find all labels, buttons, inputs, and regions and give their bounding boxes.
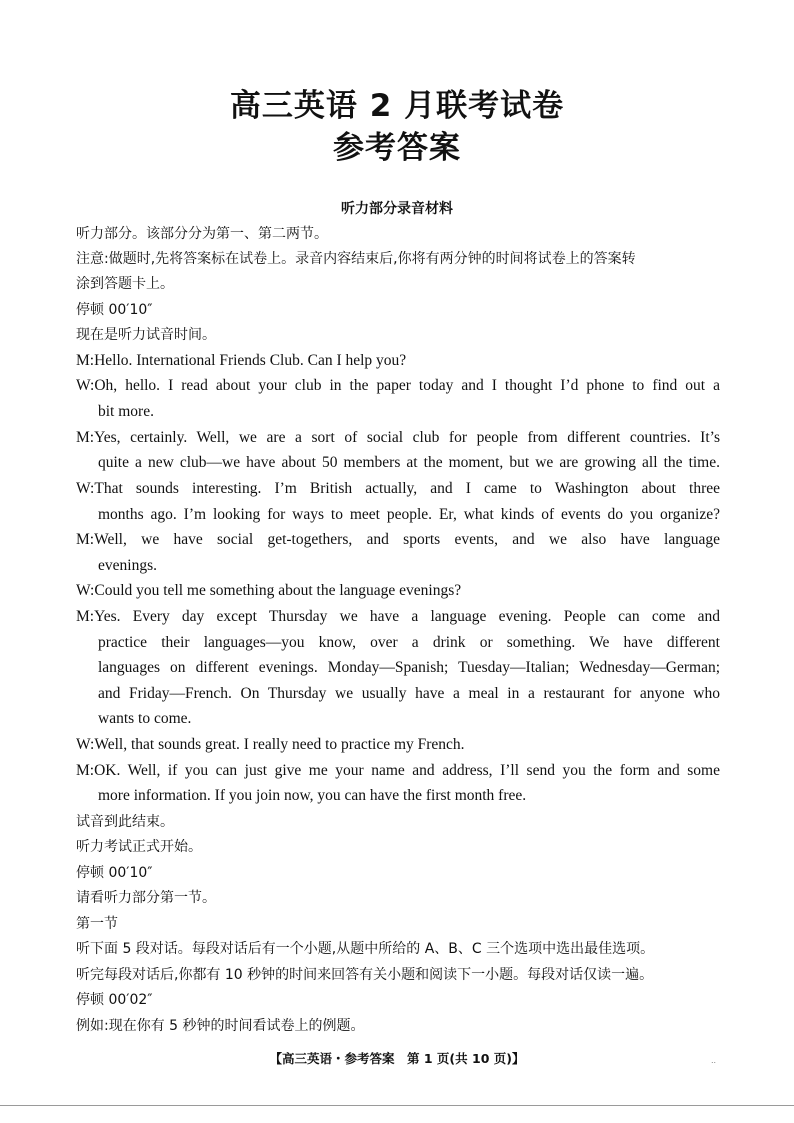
- dialogue-line: months ago. I’m looking for ways to meet people. Er, what kinds of events do you organize?: [98, 506, 720, 523]
- text-line: 注意:做题时,先将答案标在试卷上。录音内容结束后,你将有两分钟的时间将试卷上的答案转: [76, 251, 636, 267]
- dialogue-line: practice their languages—you know, over a drink or something. We have different: [98, 634, 720, 651]
- text-line: 第一节: [76, 916, 118, 932]
- dialogue-line: and Friday—French. On Thursday we usually have a meal in a restaurant for anyone who: [98, 685, 720, 702]
- text-line: 停顿 00′10″: [76, 865, 153, 881]
- text-line: 停顿 00′02″: [76, 992, 153, 1008]
- section-heading: 听力部分录音材料: [341, 201, 453, 217]
- dialogue-line: W:Could you tell me something about the language evenings?: [76, 582, 462, 599]
- text-line: 例如:现在你有 5 秒钟的时间看试卷上的例题。: [76, 1018, 365, 1034]
- text-line: 涂到答题卡上。: [76, 276, 174, 292]
- text-line: 听力考试正式开始。: [76, 839, 202, 855]
- text-line: 停顿 00′10″: [76, 302, 153, 318]
- text-line: 现在是听力试音时间。: [76, 327, 216, 343]
- footer-mark: ..: [711, 1056, 717, 1065]
- bottom-divider: [0, 1105, 794, 1106]
- dialogue-line: W:Well, that sounds great. I really need to practice my French.: [76, 736, 465, 753]
- dialogue-line: M:Yes. Every day except Thursday we have a language evening. People can come and: [76, 608, 720, 625]
- text-line: 试音到此结束。: [76, 814, 174, 830]
- text-line: 请看听力部分第一节。: [76, 890, 216, 906]
- text-line: 听完每段对话后,你都有 10 秒钟的时间来回答有关小题和阅读下一小题。每段对话仅读一遍。: [76, 967, 654, 983]
- dialogue-line: bit more.: [98, 403, 154, 420]
- dialogue-line: M:OK. Well, if you can just give me your name and address, I’ll send you the form and some: [76, 762, 720, 779]
- dialogue-line: more information. If you join now, you can have the first month free.: [98, 787, 527, 804]
- document-title: 高三英语 2 月联考试卷: [229, 88, 565, 124]
- text-line: 听力部分。该部分分为第一、第二两节。: [76, 226, 328, 242]
- dialogue-line: quite a new club—we have about 50 members at the moment, but we are growing all the time.: [98, 454, 720, 471]
- dialogue-line: M:Hello. International Friends Club. Can I help you?: [76, 352, 407, 369]
- dialogue-line: M:Yes, certainly. Well, we are a sort of social club for people from different countries. It’s: [76, 429, 720, 446]
- dialogue-line: W:That sounds interesting. I’m British actually, and I came to Washington about three: [76, 480, 720, 497]
- dialogue-line: M:Well, we have social get-togethers, and sports events, and we also have language: [76, 531, 720, 548]
- dialogue-line: W:Oh, hello. I read about your club in the paper today and I thought I’d phone to find out a: [76, 377, 720, 394]
- page-footer: 【高三英语・参考答案 第 1 页(共 10 页)】: [269, 1051, 525, 1066]
- document-subtitle: 参考答案: [333, 130, 461, 166]
- dialogue-line: wants to come.: [98, 710, 192, 727]
- dialogue-line: languages on different evenings. Monday—Spanish; Tuesday—Italian; Wednesday—German;: [98, 659, 720, 676]
- text-line: 听下面 5 段对话。每段对话后有一个小题,从题中所给的 A、B、C 三个选项中选出最佳选项。: [76, 941, 655, 957]
- dialogue-line: evenings.: [98, 557, 157, 574]
